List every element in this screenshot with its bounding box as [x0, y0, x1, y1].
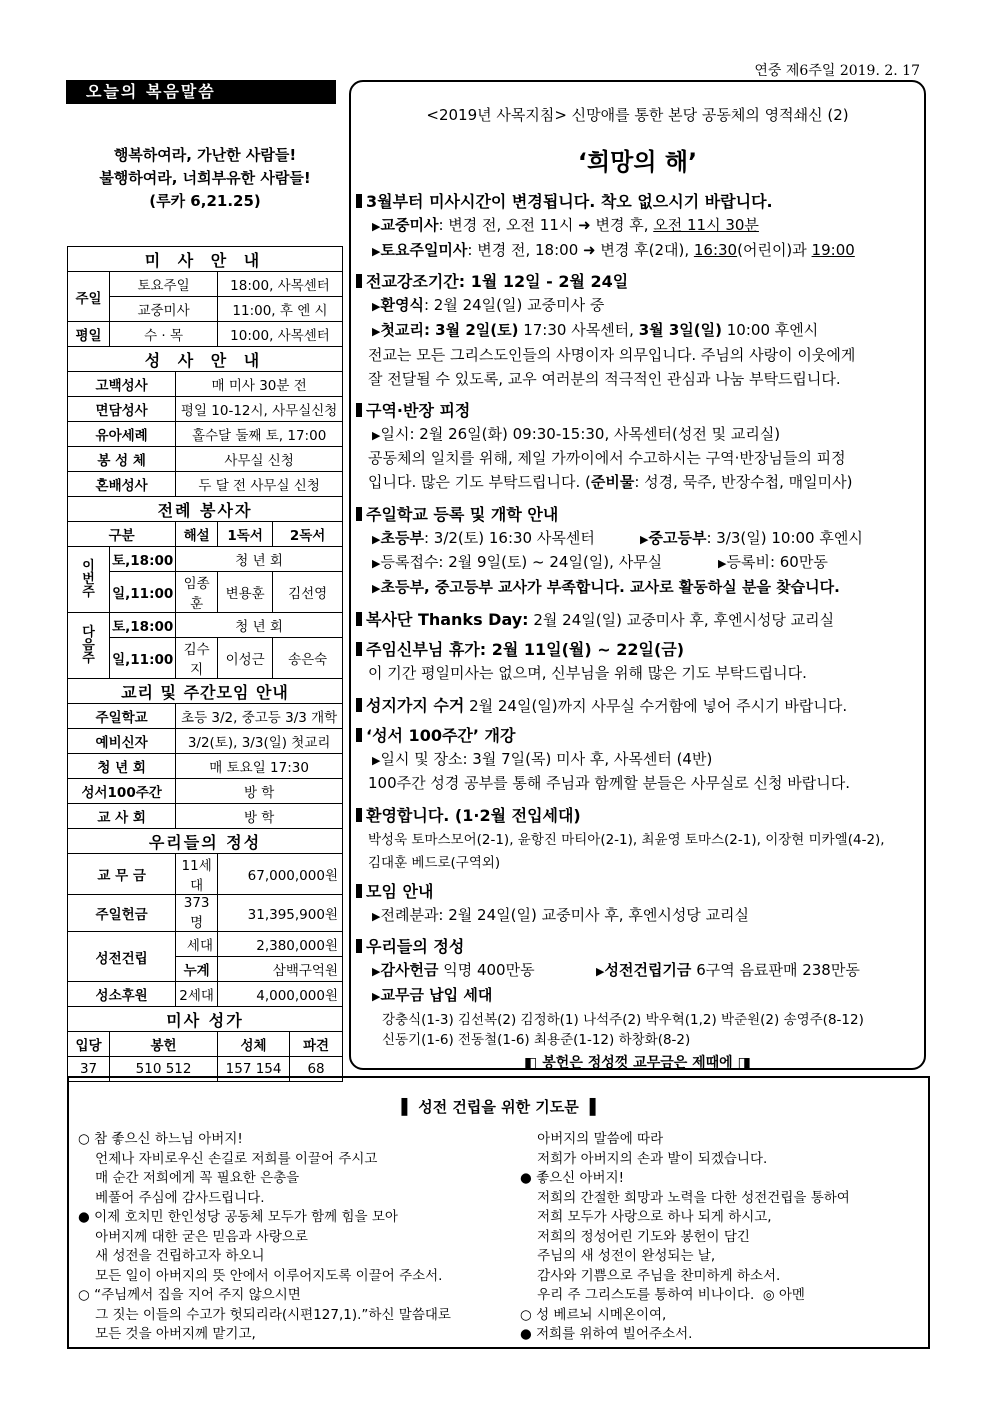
sacrament-name: 유아세례	[68, 422, 176, 447]
section-title: 복사단 Thanks Day:	[366, 610, 529, 629]
paragraph: 잘 전달될 수 있도록, 교우 여러분의 적극적인 관심과 나눔 부탁드립니다.	[368, 370, 841, 388]
gospel-line: 불행하여라, 너희부유한 사람들!	[99, 169, 311, 187]
offering-amount: 삼백구억원	[218, 957, 343, 982]
prayer-line: 저희의 정성어린 기도와 봉헌이 담긴	[520, 1228, 750, 1245]
line: ▶환영식: 2월 24일(일) 교중미사 중	[372, 296, 605, 314]
doctrine-value: 방 학	[176, 804, 343, 829]
prayer-line: 매 순간 저희에게 꼭 필요한 은총을	[78, 1170, 300, 1186]
prayer-line: ● 이제 호치민 한인성당 공동체 모두가 함께 힘을 모아	[78, 1209, 398, 1225]
section-retreat	[356, 398, 470, 421]
label: 성전건립기금	[604, 961, 692, 979]
text: 3월 3일(일)	[638, 321, 722, 339]
offering-count: 2세대	[176, 982, 218, 1007]
offering-name: 교 무 금	[68, 854, 176, 895]
line: ▶일시: 2월 26일(화) 09:30-15:30, 사목센터(성전 및 교리실)	[372, 425, 781, 443]
liturgy-time: 일,11:00	[110, 638, 176, 679]
text: 준비물	[590, 473, 635, 491]
liturgy-time: 토,18:00	[110, 547, 176, 572]
label: 교중미사	[380, 216, 439, 234]
offering-count: 373명	[176, 895, 218, 932]
offering-count: 세대	[176, 932, 218, 957]
gospel-line: 행복하여라, 가난한 사람들!	[113, 146, 297, 164]
gospel-header	[66, 80, 336, 104]
section-title: 주일학교 등록 및 개학 안내	[366, 505, 559, 524]
sacrament-value: 매 미사 30분 전	[176, 372, 343, 397]
text: (어린이)과	[737, 241, 812, 259]
text: 19:00	[811, 241, 855, 259]
hymn-header: 파견	[290, 1032, 343, 1057]
liturgy-title: 전례 봉사자	[68, 497, 343, 522]
prayer-line: 저희의 간절한 희망과 노력을 다한 성전건립을 통하여	[520, 1189, 850, 1206]
offering-name: 성소후원	[68, 982, 176, 1007]
line: ▶등록접수: 2월 9일(토) ~ 24일(일), 사무실	[372, 553, 663, 571]
paragraph: 전교는 모든 그리스도인들의 사명이자 의무입니다. 주님의 사랑이 이웃에게	[368, 346, 856, 364]
doctrine-name: 예비신자	[68, 729, 176, 754]
prayer-line: 저희 모두가 사랑으로 하나 되게 하시고,	[520, 1209, 772, 1225]
prayer-line: 모든 일이 아버지의 뜻 안에서 이루어지도록 이끌어 주소서.	[78, 1267, 443, 1284]
paragraph: 100주간 성경 공부를 통해 주님과 함께할 분들은 사무실로 신청 바랍니다.	[368, 774, 851, 792]
sacrament-value: 사무실 신청	[176, 447, 343, 472]
prayer-line: 저희가 아버지의 손과 발이 되겠습니다.	[520, 1150, 768, 1167]
offering-amount: 2,380,000원	[218, 932, 343, 957]
mass-name: 토요주일	[110, 272, 218, 297]
hymn-header: 성체	[218, 1032, 290, 1057]
offering-title: 우리들의 정성	[68, 829, 343, 854]
text: : 3월 2일(토)	[423, 321, 519, 339]
doctrine-name: 주일학교	[68, 704, 176, 729]
line: ▶등록비: 60만동	[718, 553, 828, 571]
prayer-line: 베풀어 주심에 감사드립니다.	[78, 1189, 265, 1206]
sunday-label: 주일	[68, 272, 110, 322]
text: : 3/2(토) 16:30 사목센터	[423, 529, 595, 547]
line: ▶초등부, 중고등부 교사가 부족합니다. 교사로 활동하실 분을 찾습니다.	[372, 578, 840, 596]
liturgy-time: 일,11:00	[110, 572, 176, 613]
prayer-line: 주님의 새 성전이 완성되는 날,	[520, 1248, 716, 1264]
section-title: 환영합니다. (1·2월 전입세대)	[366, 806, 581, 825]
offering-amount: 31,395,900원	[218, 895, 343, 932]
doctrine-title: 교리 및 주간모임 안내	[68, 679, 343, 704]
mass-time: 10:00, 사목센터	[218, 322, 343, 347]
text: : 성경, 묵주, 반장수첩, 매일미사)	[634, 473, 853, 491]
hymn-title: 미사 성가	[68, 1007, 343, 1032]
offering-count: 누계	[176, 957, 218, 982]
hymn-header: 입당	[68, 1032, 110, 1057]
line: ▶토요주일미사: 변경 전, 18:00 ➜ 변경 후(2대), 16:30(어린이)과 19:00	[372, 241, 855, 259]
section-title: 구역·반장 피정	[366, 401, 471, 420]
section-title: 모임 안내	[366, 882, 434, 901]
prayer-line: 그 짓는 이들의 수고가 헛되리라(시편127,1).”하신 말씀대로	[78, 1306, 451, 1323]
section-title: 우리들의 정성	[366, 937, 465, 956]
mass-time: 18:00, 사목센터	[218, 272, 343, 297]
label: 초등부	[380, 529, 424, 547]
mass-time: 11:00, 후 엔 시	[218, 297, 343, 322]
section-title: ‘성서 100주간’ 개강	[366, 726, 516, 745]
hymn-value: 510 512	[110, 1057, 218, 1082]
paragraph: 강충식(1-3) 김선복(2) 김정하(1) 나석주(2) 박우혁(1,2) 박준원(2) 송영주(8-12)	[382, 1012, 864, 1028]
section-sunday-school	[356, 502, 558, 525]
prayer-left-column	[78, 1130, 451, 1345]
theme-title: ‘희망의 해’	[577, 148, 698, 176]
prayer-line: ○ “주님께서 집을 지어 주지 않으시면	[78, 1287, 301, 1303]
line: ▶감사헌금 익명 400만동	[372, 961, 535, 979]
offering-amount: 4,000,000원	[218, 982, 343, 1007]
line: ▶전례분과: 2월 24일(일) 교중미사 후, 후엔시성당 교리실	[372, 906, 750, 924]
text: 일시 및 장소: 3월 7일(목) 미사 후, 사목센터 (4반)	[380, 750, 713, 768]
line: ▶중고등부: 3/3(일) 10:00 후엔시	[640, 529, 863, 547]
liturgy-c2: 변용훈	[218, 572, 273, 613]
prayer-line: 우리 주 그리스도를 통하여 비나이다. ◎ 아멘	[520, 1287, 805, 1303]
text: 등록비: 60만동	[726, 553, 828, 571]
liturgy-header: 구분	[68, 522, 176, 547]
prayer-line: 감사와 기쁨으로 주님을 찬미하게 하소서.	[520, 1267, 781, 1284]
section-bible-100	[356, 723, 515, 746]
next-week-label: 다 음 주	[68, 613, 110, 679]
sacrament-name: 면담성사	[68, 397, 176, 422]
weekday-label: 평일	[68, 322, 110, 347]
text: 초등부, 중고등부 교사가 부족합니다. 교사로 활동하실 분을 찾습니다.	[380, 578, 840, 596]
label: 첫교리	[380, 321, 424, 339]
section-pastor-vacation	[356, 637, 684, 660]
paragraph: 김대훈 베드로(구역외)	[368, 855, 501, 871]
offering-amount: 67,000,000원	[218, 854, 343, 895]
section-evangelization	[356, 269, 628, 292]
text: : 2월 24일(일) 교중미사 중	[423, 296, 605, 314]
liturgy-c1: 임종훈	[176, 572, 218, 613]
hymn-value: 37	[68, 1057, 110, 1082]
line: ▶초등부: 3/2(토) 16:30 사목센터	[372, 529, 595, 547]
liturgy-header: 2독서	[273, 522, 343, 547]
prayer-line: 아버지께 대한 굳은 믿음과 사랑으로	[78, 1228, 308, 1245]
gospel-text	[66, 144, 344, 213]
doctrine-name: 교 사 회	[68, 804, 176, 829]
sacrament-name: 봉 성 체	[68, 447, 176, 472]
pastoral-guideline: <2019년 사목지침> 신망애를 통한 본당 공동체의 영적쇄신 (2)	[426, 106, 849, 124]
sacrament-value: 홀수달 둘째 토, 17:00	[176, 422, 343, 447]
liturgy-header: 1독서	[218, 522, 273, 547]
prayer-line: ○ 성 베르뇌 시메온이여,	[520, 1306, 667, 1323]
prayer-line: 아버지의 말씀에 따라	[520, 1131, 664, 1147]
text: 16:30	[693, 241, 738, 259]
liturgy-c1: 김수지	[176, 638, 218, 679]
doctrine-name: 청 년 회	[68, 754, 176, 779]
liturgy-merged: 청 년 회	[176, 613, 343, 638]
text: 6구역 음료판매 238만동	[691, 961, 860, 979]
text: 등록접수: 2월 9일(토) ~ 24일(일), 사무실	[380, 553, 663, 571]
hymn-value: 68	[290, 1057, 343, 1082]
doctrine-value: 초등 3/2, 중고등 3/3 개학	[176, 704, 343, 729]
liturgy-c3: 송은숙	[273, 638, 343, 679]
doctrine-name: 성서100주간	[68, 779, 176, 804]
prayer-line: ○ 참 좋으신 하느님 아버지!	[78, 1131, 243, 1147]
section-title: 3월부터 미사시간이 변경됩니다. 착오 없으시기 바랍니다.	[366, 192, 773, 211]
liturgy-time: 토,18:00	[110, 613, 176, 638]
offering-name: 주일헌금	[68, 895, 176, 932]
text: 2월 24일(일)까지 사무실 수거함에 넣어 주시기 바랍니다.	[464, 697, 848, 715]
mass-info-title: 미 사 안 내	[68, 247, 343, 272]
prayer-line: ● 저희를 위하여 빌어주소서.	[520, 1326, 693, 1342]
section-altar-servers	[356, 607, 834, 630]
line: ▶교중미사: 변경 전, 오전 11시 ➜ 변경 후, 오전 11시 30분	[372, 216, 759, 234]
section-palm-collection	[356, 693, 847, 716]
section-meetings	[356, 879, 433, 902]
mass-name: 교중미사	[110, 297, 218, 322]
line: ▶일시 및 장소: 3월 7일(목) 미사 후, 사목센터 (4반)	[372, 750, 713, 768]
section-welcome	[356, 803, 581, 826]
text: 입니다. 많은 기도 부탁드립니다. (	[368, 473, 591, 491]
text: : 변경 전, 오전 11시 ➜ 변경 후,	[438, 216, 654, 234]
paragraph	[368, 471, 853, 492]
paragraph: 공동체의 일치를 위해, 제일 가까이에서 수고하시는 구역·반장님들의 피정	[368, 449, 846, 467]
hymn-value: 157 154	[218, 1057, 290, 1082]
mass-name: 수 · 목	[110, 322, 218, 347]
line: ▶교무금 납입 세대	[372, 986, 493, 1004]
section-title: 성지가지 수거	[366, 696, 465, 715]
section-our-offerings	[356, 934, 464, 957]
prayer-line: 모든 것을 아버지께 맡기고,	[78, 1326, 256, 1342]
text: 10:00 후엔시	[722, 321, 819, 339]
prayer-line: 언제나 자비로우신 손길로 저희를 이끌어 주시고	[78, 1150, 378, 1167]
text: : 변경 전, 18:00 ➜ 변경 후(2대),	[467, 241, 694, 259]
paragraph: 박성욱 토마스모어(2-1), 윤항진 마티아(2-1), 최윤영 토마스(2-1), 이장현 미카엘(4-2),	[368, 832, 885, 848]
text: 전례분과: 2월 24일(일) 교중미사 후, 후엔시성당 교리실	[380, 906, 750, 924]
doctrine-value: 방 학	[176, 779, 343, 804]
this-week-label: 이 번 주	[68, 547, 110, 613]
hymn-header: 봉헌	[110, 1032, 218, 1057]
label: 중고등부	[648, 529, 707, 547]
line: ▶첫교리: 3월 2일(토) 17:30 사목센터, 3월 3일(일) 10:00 후엔시	[372, 321, 819, 339]
liturgy-merged: 청 년 회	[176, 547, 343, 572]
text: 오전 11시 30분	[653, 216, 759, 234]
prayer-line: 새 성전을 건립하고자 하오니	[78, 1248, 265, 1264]
left-info-table	[67, 246, 343, 1082]
sacrament-name: 혼배성사	[68, 472, 176, 497]
text: : 3/3(일) 10:00 후엔시	[706, 529, 863, 547]
liturgy-header: 해설	[176, 522, 218, 547]
section-mass-time-change	[356, 189, 773, 212]
prayer-line: ● 좋으신 아버지!	[520, 1170, 625, 1186]
text: 2월 24일(일) 교중미사 후, 후엔시성당 교리실	[528, 611, 835, 629]
text: 익명 400만동	[438, 961, 535, 979]
date-line: 연중 제6주일 2019. 2. 17	[754, 63, 920, 79]
liturgy-c2: 이성근	[218, 638, 273, 679]
doctrine-value: 3/2(토), 3/3(일) 첫교리	[176, 729, 343, 754]
sacrament-value: 평일 10-12시, 사무실신청	[176, 397, 343, 422]
sacrament-value: 두 달 전 사무실 신청	[176, 472, 343, 497]
section-title: 주임신부님 휴가: 2월 11일(월) ~ 22일(금)	[366, 640, 685, 659]
gospel-header-label: 오늘의 복음말씀	[86, 82, 216, 101]
label: 감사헌금	[380, 961, 439, 979]
liturgy-c3: 김선영	[273, 572, 343, 613]
text: 17:30 사목센터,	[518, 321, 639, 339]
gospel-line: (루카 6,21.25)	[149, 192, 261, 210]
text: 교무금 납입 세대	[380, 986, 493, 1004]
line: ▶성전건립기금 6구역 음료판매 238만동	[596, 961, 860, 979]
sacrament-name: 고백성사	[68, 372, 176, 397]
sacrament-info-title: 성 사 안 내	[68, 347, 343, 372]
doctrine-value: 매 토요일 17:30	[176, 754, 343, 779]
label: 토요주일미사	[380, 241, 468, 259]
text: 일시: 2월 26일(화) 09:30-15:30, 사목센터(성전 및 교리실)	[380, 425, 781, 443]
offering-slogan: ◧ 봉헌은 정성껏 교무금은 제때에 ◨	[524, 1055, 751, 1071]
offering-count: 11세대	[176, 854, 218, 895]
section-title: 전교강조기간: 1월 12일 - 2월 24일	[366, 272, 629, 291]
paragraph: 이 기간 평일미사는 없으며, 신부님을 위해 많은 기도 부탁드립니다.	[368, 664, 807, 682]
offering-name: 성전건립	[68, 932, 176, 982]
label: 환영식	[380, 296, 424, 314]
prayer-title: ▌ 성전 건립을 위한 기도문 ▐	[401, 1098, 596, 1116]
paragraph: 신동기(1-6) 전동철(1-6) 최용준(1-12) 하창화(8-2)	[382, 1032, 691, 1048]
prayer-right-column	[520, 1130, 850, 1345]
